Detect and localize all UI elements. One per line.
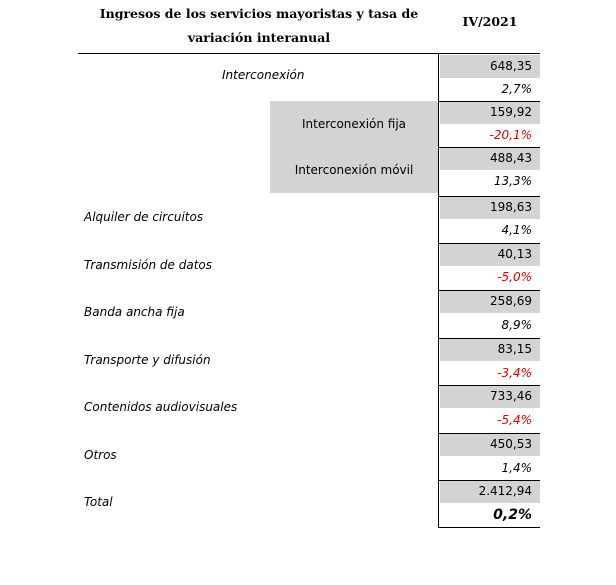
change-transmision-de-datos: -5,0%: [497, 270, 532, 284]
row-divider: [438, 101, 540, 102]
table-title: Ingresos de los servicios mayoristas y tasa de variación interanual: [99, 6, 419, 45]
row-divider: [438, 385, 540, 386]
value-alquiler-de-circuitos: 198,63: [440, 196, 540, 219]
sub-label-interconexion-movil: [270, 147, 438, 193]
column-header-period: IV/2021: [462, 14, 518, 29]
row-divider: [438, 290, 540, 291]
row-label-banda-ancha-fija: Banda ancha fija: [84, 305, 185, 319]
row-label-alquiler-de-circuitos: Alquiler de circuitos: [84, 210, 204, 224]
value-transmision-de-datos: 40,13: [440, 243, 540, 266]
sub-label-interconexion-fija: [270, 101, 438, 147]
row-label-interconexion: Interconexión: [222, 68, 305, 82]
value-interconexion-fija: 159,92: [440, 101, 540, 124]
row-label-transporte-y-difusion: Transporte y difusión: [84, 353, 211, 367]
row-divider: [438, 243, 540, 244]
change-interconexion-movil: 13,3%: [493, 174, 532, 188]
value-contenidos-audiovisuales: 733,46: [440, 385, 540, 408]
value-transporte-y-difusion: 83,15: [440, 338, 540, 361]
change-interconexion: 2,7%: [501, 82, 532, 96]
sub-label-text: Interconexión móvil: [294, 163, 414, 177]
change-alquiler-de-circuitos: 4,1%: [501, 223, 532, 237]
value-interconexion: 648,35: [440, 55, 540, 78]
row-divider: [438, 433, 540, 434]
value-otros: 450,53: [440, 433, 540, 456]
row-divider: [438, 147, 540, 148]
change-interconexion-fija: -20,1%: [489, 128, 532, 142]
change-otros: 1,4%: [501, 461, 532, 475]
change-contenidos-audiovisuales: -5,4%: [497, 413, 532, 427]
row-label-otros: Otros: [84, 448, 117, 462]
value-interconexion-movil: 488,43: [440, 147, 540, 170]
row-divider: [438, 196, 540, 197]
row-label-contenidos-audiovisuales: Contenidos audiovisuales: [84, 400, 238, 414]
change-banda-ancha-fija: 8,9%: [501, 318, 532, 332]
row-divider: [438, 338, 540, 339]
change-transporte-y-difusion: -3,4%: [497, 366, 532, 380]
header-divider: [78, 53, 540, 54]
table-bottom-border: [438, 527, 540, 528]
change-total: 0,2%: [493, 507, 532, 523]
row-label-total: Total: [84, 495, 113, 509]
value-total: 2.412,94: [440, 480, 540, 503]
row-divider: [438, 480, 540, 481]
row-label-transmision-de-datos: Transmisión de datos: [84, 258, 212, 272]
value-banda-ancha-fija: 258,69: [440, 290, 540, 313]
sub-label-text: Interconexión fija: [301, 117, 407, 131]
